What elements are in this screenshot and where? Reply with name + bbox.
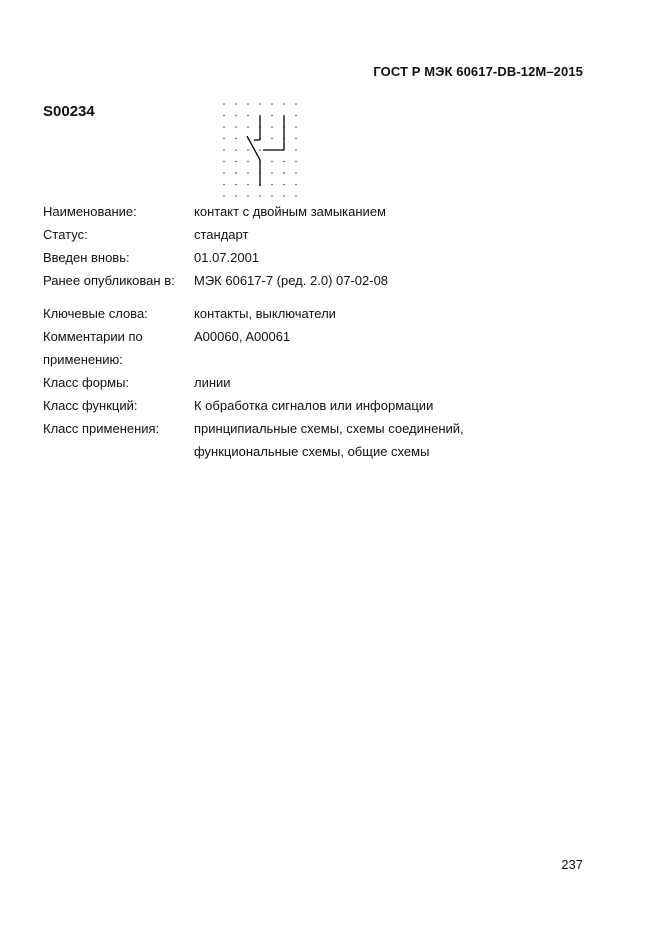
- field-value: A00060, A00061: [194, 329, 291, 344]
- symbol-code: S00234: [43, 103, 95, 120]
- field-value: К обработка сигналов или информации: [194, 398, 434, 413]
- field-label: Класс функций:: [43, 398, 138, 413]
- field-label: Комментарии по: [43, 329, 143, 344]
- document-header: ГОСТ Р МЭК 60617-DB-12M–2015: [373, 64, 583, 79]
- field-label: Наименование:: [43, 204, 137, 219]
- field-value: стандарт: [194, 227, 249, 242]
- field-value: линии: [194, 375, 231, 390]
- field-label: Класс применения:: [43, 421, 160, 436]
- field-label: Ключевые слова:: [43, 306, 148, 321]
- double-make-contact-symbol-icon: [218, 98, 302, 207]
- field-value: контакты, выключатели: [194, 306, 336, 321]
- field-label: применению:: [43, 352, 123, 367]
- field-value: принципиальные схемы, схемы соединений,: [194, 421, 464, 436]
- field-value: МЭК 60617-7 (ред. 2.0) 07-02-08: [194, 273, 389, 288]
- field-value: контакт с двойным замыканием: [194, 204, 386, 219]
- field-label: Ранее опубликован в:: [43, 273, 175, 288]
- field-label: Класс формы:: [43, 375, 130, 390]
- field-value: функциональные схемы, общие схемы: [194, 444, 430, 459]
- field-label: Статус:: [43, 227, 88, 242]
- field-label: Введен вновь:: [43, 250, 130, 265]
- page-number: 237: [561, 857, 583, 872]
- field-value: 01.07.2001: [194, 250, 260, 265]
